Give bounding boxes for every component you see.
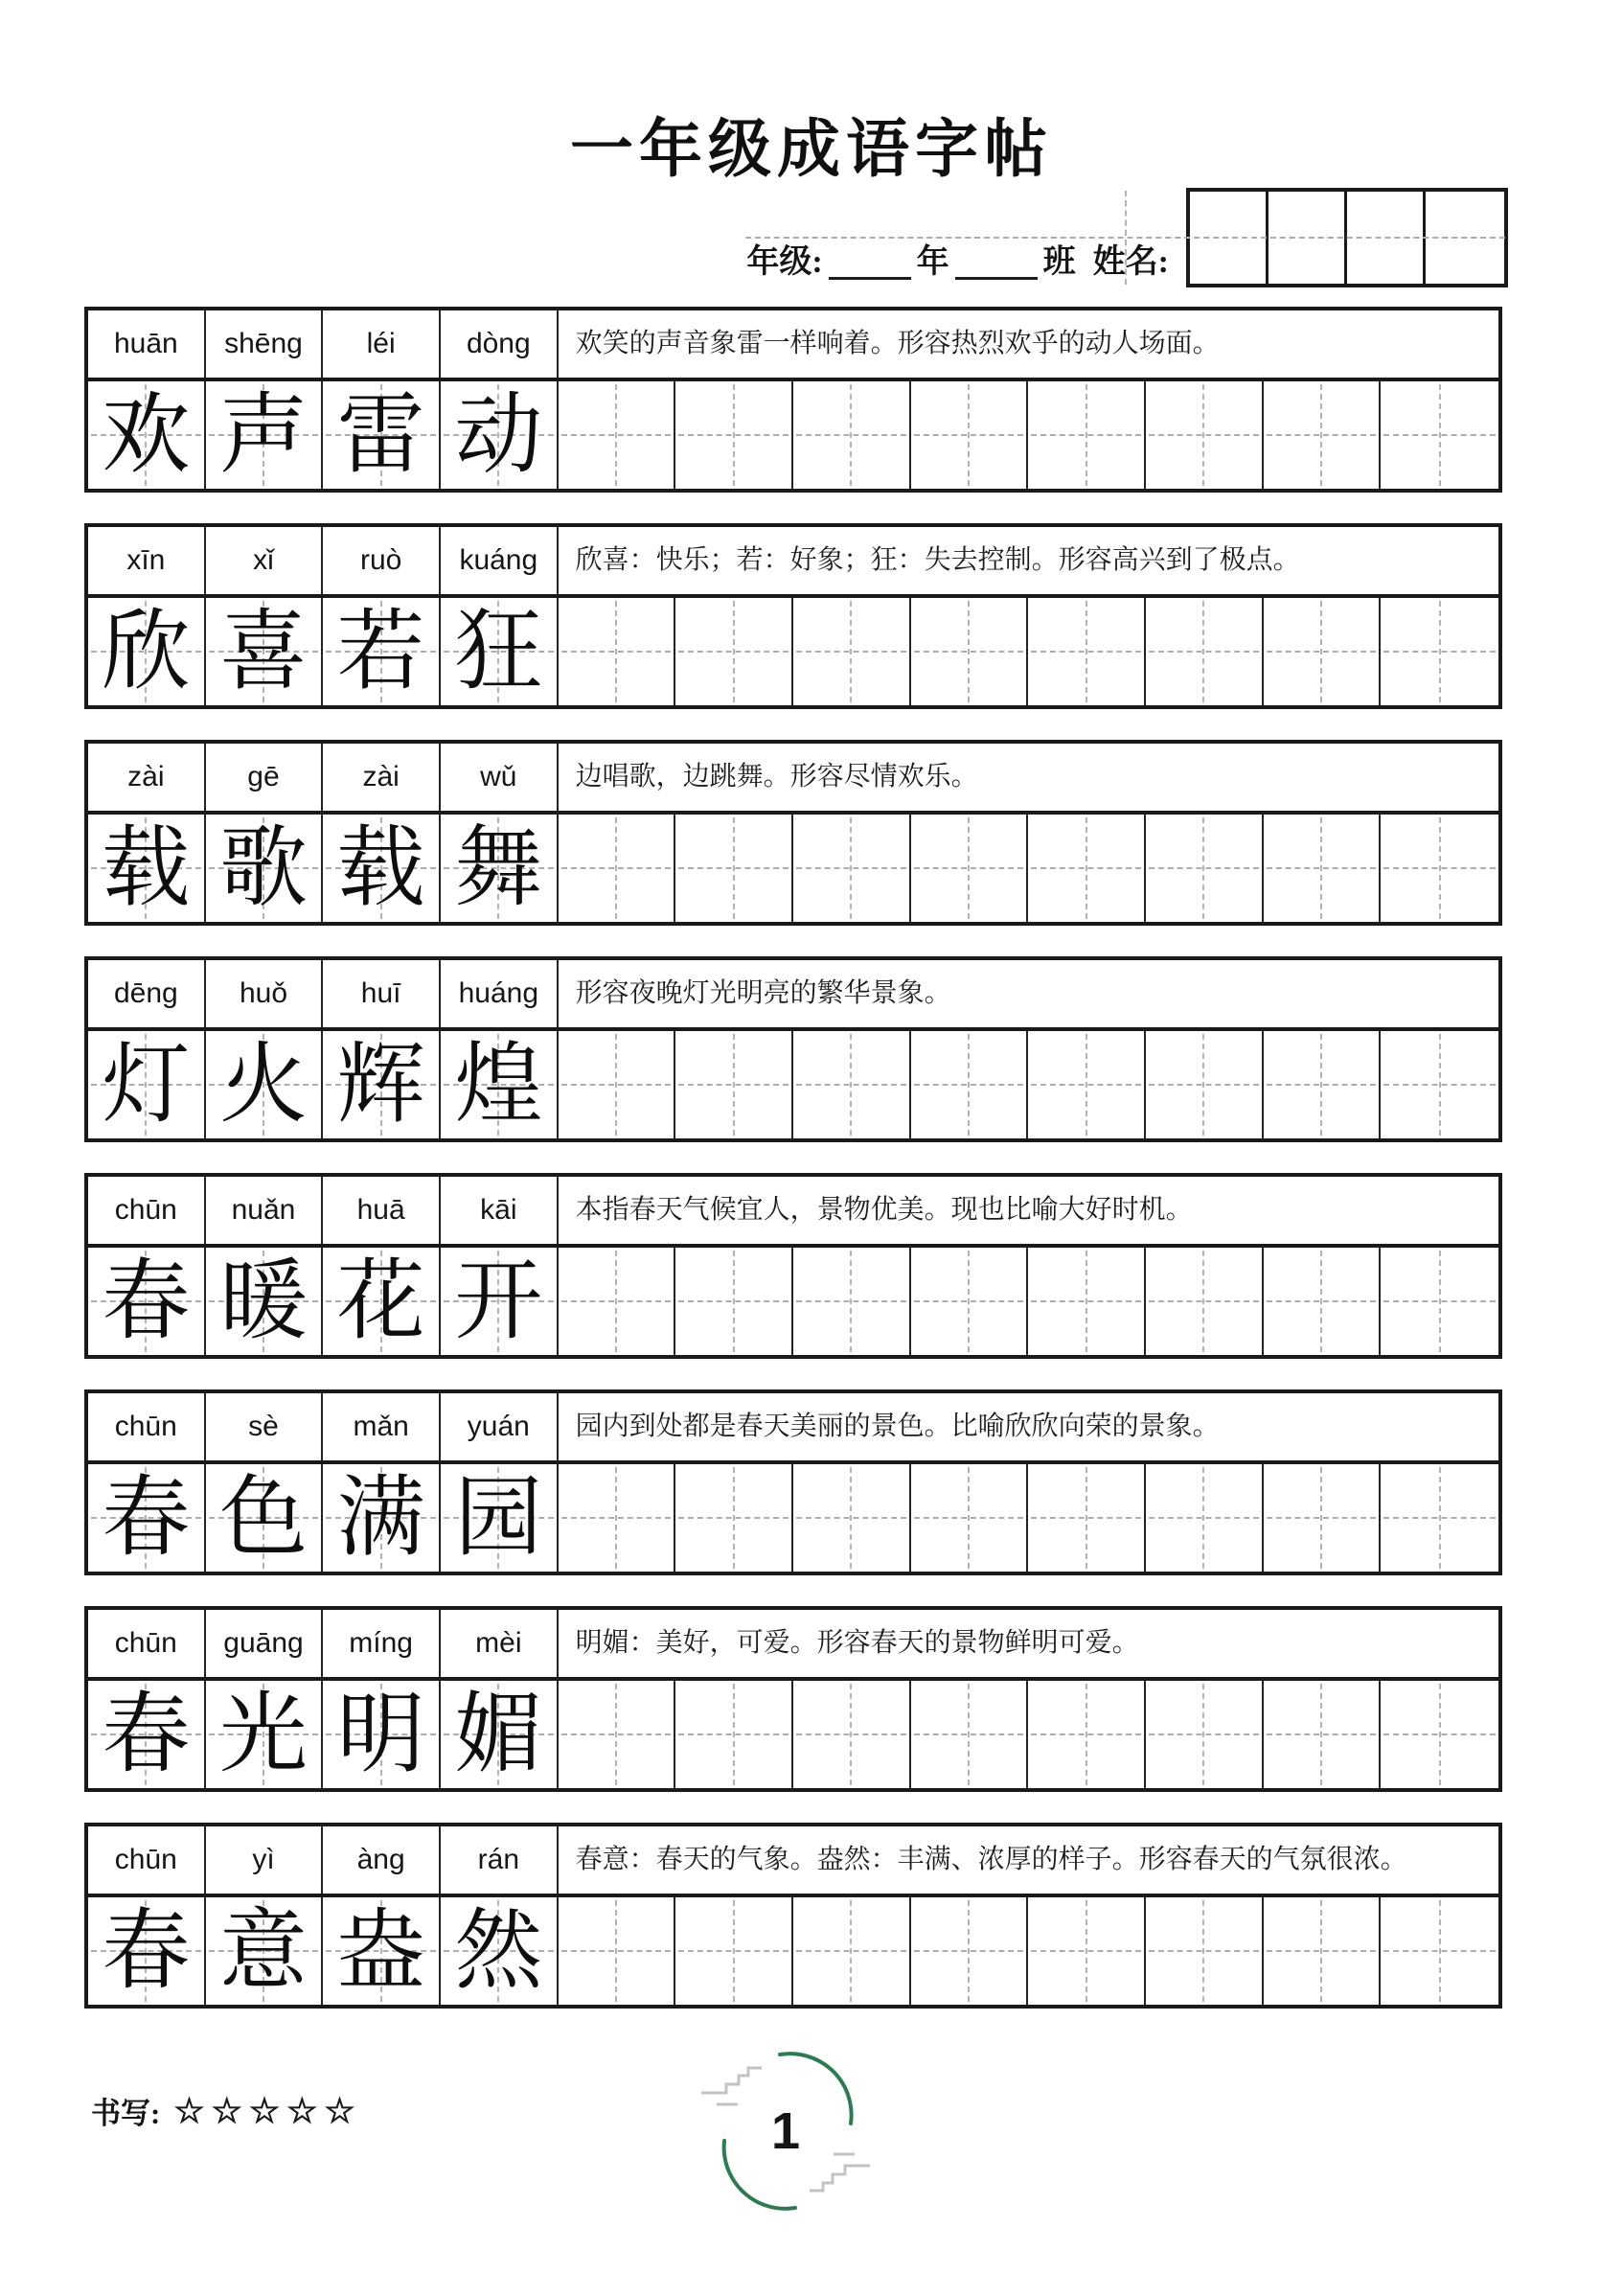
character-glyph: 媚: [454, 1686, 543, 1783]
character-row: [88, 1248, 1498, 1355]
idiom-block: [84, 740, 1502, 926]
idiom-block: [84, 956, 1502, 1142]
character-glyph: 园: [454, 1469, 543, 1567]
character-cell: [88, 1464, 206, 1572]
pinyin-cell: rán: [441, 1826, 559, 1894]
writing-label: 书写:: [91, 2097, 161, 2130]
practice-cell: [793, 1031, 911, 1138]
pinyin-cell: huǒ: [206, 960, 324, 1027]
grade-class-name-line: [743, 188, 1508, 287]
pinyin-cell: gē: [206, 744, 324, 811]
pinyin-cell: nuǎn: [206, 1177, 324, 1244]
pinyin-row: [88, 744, 1498, 815]
character-glyph: 春: [102, 1469, 191, 1567]
name-practice-grid: [1186, 188, 1508, 287]
pinyin-row: [88, 310, 1498, 381]
pinyin-cell: léi: [323, 310, 441, 378]
practice-cell: [1146, 1681, 1264, 1788]
character-cell: [206, 1031, 324, 1138]
pinyin-row: [88, 1177, 1498, 1248]
practice-cell: [1028, 1464, 1146, 1572]
practice-cell: [1264, 381, 1382, 489]
character-cell: [441, 1897, 559, 2005]
character-row: [88, 598, 1498, 705]
practice-cell: [559, 1248, 676, 1355]
character-cell: [441, 1248, 559, 1355]
practice-cell: [793, 1897, 911, 2005]
practice-cell: [1264, 598, 1382, 705]
character-cell: [323, 1681, 441, 1788]
character-glyph: 动: [454, 386, 543, 484]
pinyin-cell: huā: [323, 1177, 441, 1244]
practice-cell: [1028, 1681, 1146, 1788]
character-glyph: 声: [218, 386, 308, 484]
page-title: 一年级成语字帖: [570, 115, 1053, 186]
character-glyph: 春: [102, 1686, 191, 1783]
practice-cell: [675, 1681, 793, 1788]
pinyin-cell: kāi: [441, 1177, 559, 1244]
pinyin-cell: zài: [323, 744, 441, 811]
character-cell: [323, 598, 441, 705]
pinyin-cell: sè: [206, 1393, 324, 1460]
character-glyph: 火: [218, 1036, 308, 1134]
idiom-block: [84, 1823, 1502, 2009]
pinyin-cell: wǔ: [441, 744, 559, 811]
character-glyph: 暖: [218, 1252, 308, 1350]
character-cell: [323, 1464, 441, 1572]
practice-cell: [1028, 1248, 1146, 1355]
pinyin-cell: yuán: [441, 1393, 559, 1460]
practice-cell: [1146, 1248, 1264, 1355]
character-glyph: 花: [336, 1252, 425, 1350]
character-cell: [323, 815, 441, 922]
idiom-block: [84, 307, 1502, 493]
explanation-cell: 园内到处都是春天美丽的景色。比喻欣欣向荣的景象。: [575, 1412, 1220, 1441]
practice-cell: [911, 381, 1029, 489]
character-glyph: 舞: [454, 819, 543, 917]
character-glyph: 春: [102, 1902, 191, 2000]
practice-cell: [1264, 1464, 1382, 1572]
practice-cell: [1028, 1897, 1146, 2005]
name-grid-cell: [1426, 192, 1504, 284]
character-row: [88, 815, 1498, 922]
pinyin-cell: àng: [323, 1826, 441, 1894]
pinyin-row: [88, 1610, 1498, 1681]
practice-cell: [1381, 815, 1498, 922]
practice-cell: [675, 598, 793, 705]
character-cell: [206, 1897, 324, 2005]
character-glyph: 雷: [336, 386, 425, 484]
practice-cell: [1381, 1248, 1498, 1355]
pinyin-cell: chūn: [88, 1393, 206, 1460]
explanation-cell: 欢笑的声音象雷一样响着。形容热烈欢乎的动人场面。: [575, 329, 1220, 358]
character-glyph: 春: [102, 1252, 191, 1350]
character-glyph: 满: [336, 1469, 425, 1567]
year-label: 年: [916, 244, 949, 280]
idiom-block: [84, 1173, 1502, 1359]
practice-cell: [793, 1464, 911, 1572]
character-cell: [88, 1897, 206, 2005]
explanation-cell: 欣喜：快乐；若：好象；狂：失去控制。形容高兴到了极点。: [575, 545, 1300, 575]
character-glyph: 载: [336, 819, 425, 917]
practice-cell: [793, 598, 911, 705]
footer-writing: [91, 2089, 362, 2132]
class-blank-underline: [955, 244, 1038, 280]
practice-cell: [1381, 1681, 1498, 1788]
character-cell: [206, 815, 324, 922]
page-number: 1: [770, 2102, 801, 2160]
character-cell: [441, 381, 559, 489]
pinyin-cell: ruò: [323, 527, 441, 594]
character-cell: [441, 1031, 559, 1138]
grade-blank-underline: [829, 244, 911, 280]
character-glyph: 喜: [218, 603, 308, 700]
practice-cell: [559, 598, 676, 705]
pinyin-cell: xīn: [88, 527, 206, 594]
practice-cell: [559, 1031, 676, 1138]
pinyin-cell: shēng: [206, 310, 324, 378]
pinyin-cell: chūn: [88, 1826, 206, 1894]
character-cell: [88, 815, 206, 922]
character-cell: [206, 598, 324, 705]
pinyin-cell: guāng: [206, 1610, 324, 1677]
pinyin-cell: zài: [88, 744, 206, 811]
character-row: [88, 1681, 1498, 1788]
practice-cell: [1381, 598, 1498, 705]
character-cell: [441, 598, 559, 705]
character-cell: [88, 1248, 206, 1355]
character-glyph: 辉: [336, 1036, 425, 1134]
practice-cell: [1264, 1681, 1382, 1788]
pinyin-cell: huáng: [441, 960, 559, 1027]
explanation-cell: 明媚：美好，可爱。形容春天的景物鲜明可爱。: [575, 1628, 1139, 1658]
character-cell: [323, 1897, 441, 2005]
practice-cell: [1381, 1897, 1498, 2005]
character-cell: [206, 381, 324, 489]
practice-cell: [675, 381, 793, 489]
practice-cell: [559, 815, 676, 922]
character-cell: [88, 598, 206, 705]
practice-cell: [911, 1897, 1029, 2005]
practice-cell: [911, 1248, 1029, 1355]
practice-cell: [1146, 1897, 1264, 2005]
character-glyph: 煌: [454, 1036, 543, 1134]
practice-cell: [675, 815, 793, 922]
practice-cell: [675, 1897, 793, 2005]
practice-cell: [559, 1681, 676, 1788]
pinyin-cell: chūn: [88, 1610, 206, 1677]
character-cell: [441, 815, 559, 922]
practice-cell: [1264, 1248, 1382, 1355]
character-cell: [323, 1248, 441, 1355]
practice-cell: [1146, 1464, 1264, 1572]
practice-cell: [1146, 598, 1264, 705]
character-row: [88, 381, 1498, 489]
pinyin-cell: xǐ: [206, 527, 324, 594]
practice-cell: [911, 815, 1029, 922]
pinyin-row: [88, 527, 1498, 598]
practice-cell: [1146, 381, 1264, 489]
practice-cell: [559, 1897, 676, 2005]
practice-cell: [793, 1248, 911, 1355]
explanation-cell: 春意：春天的气象。盎然：丰满、浓厚的样子。形容春天的气氛很浓。: [575, 1845, 1407, 1874]
character-glyph: 明: [336, 1686, 425, 1783]
explanation-cell: 本指春天气候宜人，景物优美。现也比喻大好时机。: [575, 1195, 1193, 1225]
character-glyph: 然: [454, 1902, 543, 2000]
practice-cell: [675, 1248, 793, 1355]
practice-cell: [1381, 1464, 1498, 1572]
page-number-ornament: [688, 2032, 883, 2227]
star-rating: ☆☆☆☆☆: [173, 2091, 362, 2130]
character-cell: [206, 1248, 324, 1355]
practice-cell: [1028, 381, 1146, 489]
character-cell: [441, 1464, 559, 1572]
idiom-block: [84, 523, 1502, 709]
character-glyph: 若: [336, 603, 425, 700]
character-row: [88, 1897, 1498, 2005]
practice-cell: [675, 1031, 793, 1138]
practice-cell: [1028, 815, 1146, 922]
practice-cell: [675, 1464, 793, 1572]
pinyin-row: [88, 960, 1498, 1031]
explanation-cell: 边唱歌，边跳舞。形容尽情欢乐。: [575, 762, 978, 792]
practice-cell: [1028, 1031, 1146, 1138]
character-cell: [88, 1681, 206, 1788]
practice-cell: [1381, 381, 1498, 489]
class-label: 班: [1042, 244, 1076, 280]
practice-cell: [911, 1031, 1029, 1138]
cloud-icon-top-left: [701, 2068, 762, 2104]
pinyin-cell: dēng: [88, 960, 206, 1027]
character-cell: [323, 1031, 441, 1138]
explanation-cell: 形容夜晚灯光明亮的繁华景象。: [575, 978, 951, 1008]
practice-cell: [911, 1681, 1029, 1788]
idiom-block: [84, 1606, 1502, 1792]
character-glyph: 灯: [102, 1036, 191, 1134]
practice-cell: [793, 815, 911, 922]
pinyin-cell: kuáng: [441, 527, 559, 594]
practice-cell: [1381, 1031, 1498, 1138]
character-glyph: 欣: [102, 603, 191, 700]
practice-cell: [911, 1464, 1029, 1572]
character-glyph: 载: [102, 819, 191, 917]
practice-cell: [1146, 1031, 1264, 1138]
character-glyph: 欢: [102, 386, 191, 484]
character-glyph: 歌: [218, 819, 308, 917]
character-row: [88, 1031, 1498, 1138]
pinyin-row: [88, 1393, 1498, 1464]
character-cell: [88, 1031, 206, 1138]
pinyin-cell: yì: [206, 1826, 324, 1894]
character-glyph: 意: [218, 1902, 308, 2000]
character-glyph: 盎: [336, 1902, 425, 2000]
character-glyph: 光: [218, 1686, 308, 1783]
idiom-block: [84, 1389, 1502, 1575]
practice-cell: [1264, 1897, 1382, 2005]
practice-cell: [1028, 598, 1146, 705]
practice-cell: [1264, 815, 1382, 922]
pinyin-row: [88, 1826, 1498, 1897]
character-cell: [206, 1464, 324, 1572]
character-cell: [88, 381, 206, 489]
character-glyph: 狂: [454, 603, 543, 700]
pinyin-cell: chūn: [88, 1177, 206, 1244]
pinyin-cell: míng: [323, 1610, 441, 1677]
character-row: [88, 1464, 1498, 1572]
practice-cell: [911, 598, 1029, 705]
practice-cell: [793, 381, 911, 489]
practice-cell: [559, 1464, 676, 1572]
grade-label: 年级:: [746, 244, 823, 280]
character-glyph: 开: [454, 1252, 543, 1350]
pinyin-cell: huī: [323, 960, 441, 1027]
pinyin-cell: mǎn: [323, 1393, 441, 1460]
character-cell: [441, 1681, 559, 1788]
cloud-icon-bottom-right: [810, 2154, 870, 2191]
pinyin-cell: huān: [88, 310, 206, 378]
character-cell: [323, 381, 441, 489]
practice-cell: [1264, 1031, 1382, 1138]
pinyin-cell: dòng: [441, 310, 559, 378]
name-label: 姓名:: [1092, 244, 1169, 280]
practice-cell: [559, 381, 676, 489]
character-cell: [206, 1681, 324, 1788]
idiom-table: [84, 307, 1502, 2009]
pinyin-cell: mèi: [441, 1610, 559, 1677]
practice-cell: [793, 1681, 911, 1788]
character-glyph: 色: [218, 1469, 308, 1567]
practice-cell: [1146, 815, 1264, 922]
